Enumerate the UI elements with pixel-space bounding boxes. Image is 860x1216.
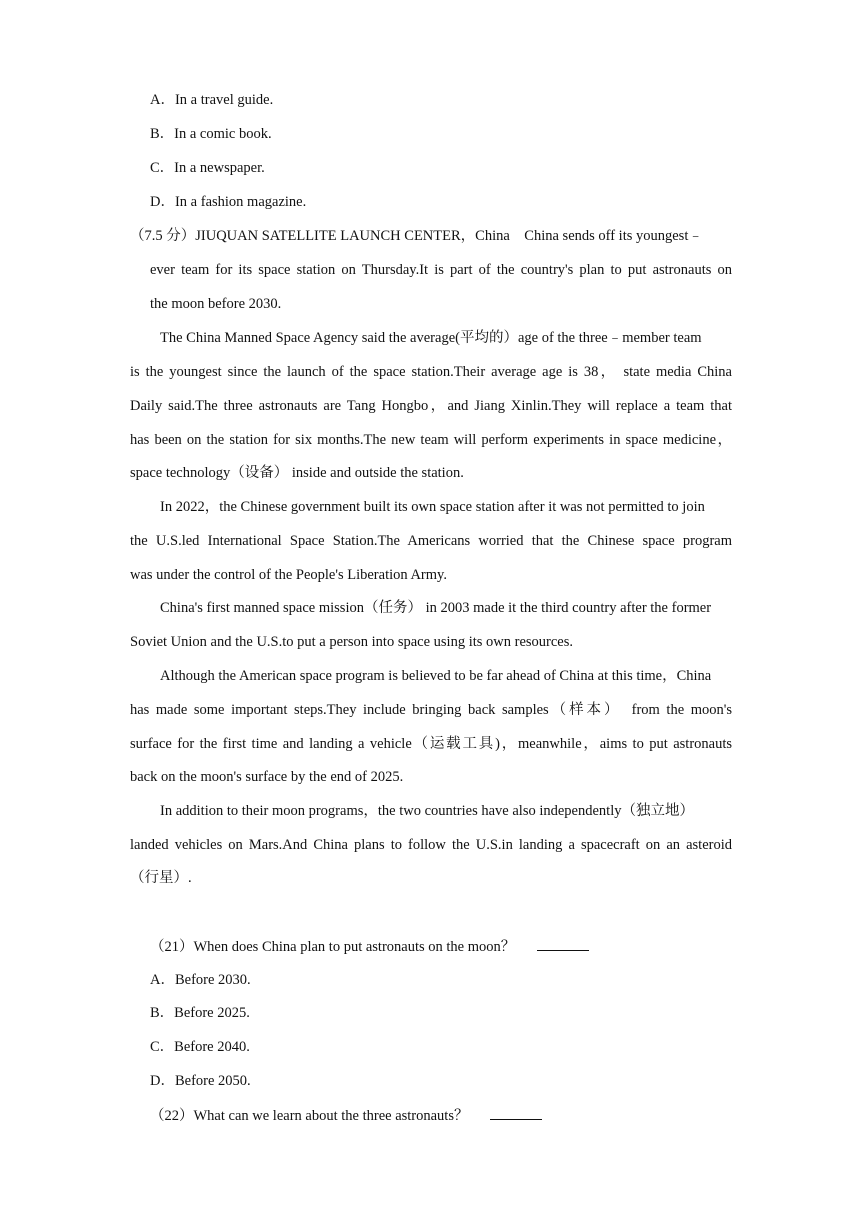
paragraph-line: Although the American space program is believed to be far ahead of China at this time，China [160, 668, 712, 684]
paragraph-line: In 2022，the Chinese government built its own space station after it was not permitted to join [160, 499, 705, 515]
answer-blank[interactable] [490, 1105, 542, 1120]
paragraph-line: space technology（设备） inside and outside the station. [130, 465, 464, 481]
option-b: B．In a comic book. [150, 126, 272, 142]
paragraph-line: In addition to their moon programs，the two countries have also independently（独立地） [160, 803, 694, 819]
paragraph-line: back on the moon's surface by the end of 2025. [130, 769, 404, 785]
paragraph-line: landed vehicles on Mars.And China plans to follow the U.S.in landing a spacecraft on an asteroid [130, 837, 732, 853]
q21-option-b: B．Before 2025. [150, 1005, 250, 1021]
option-c: C．In a newspaper. [150, 160, 265, 176]
question-21-text: （21）When does China plan to put astronauts on the moon？ [150, 939, 516, 955]
paragraph-line: has made some important steps.They include bringing back samples（样本） from the moon's [130, 702, 732, 718]
answer-blank[interactable] [537, 936, 589, 951]
q21-option-c: C．Before 2040. [150, 1039, 250, 1055]
paragraph-line: China's first manned space mission（任务） in 2003 made it the third country after the former [160, 600, 712, 616]
question-21 [150, 936, 589, 957]
passage-header-line: ever team for its space station on Thursday.It is part of the country's plan to put astronauts on [150, 262, 732, 278]
paragraph-line: （行星）. [130, 870, 192, 886]
paragraph-line: Soviet Union and the U.S.to put a person into space using its own resources. [130, 634, 573, 650]
paragraph-line: is the youngest since the launch of the space station.Their average age is 38， state media China [130, 364, 732, 380]
paragraph-line: the U.S.led International Space Station.The Americans worried that the Chinese space program [130, 533, 732, 549]
paragraph-line: surface for the first time and landing a vehicle（运载工具)，meanwhile，aims to put astronauts [130, 736, 732, 752]
q21-option-a: A．Before 2030. [150, 972, 251, 988]
q21-option-d: D．Before 2050. [150, 1073, 251, 1089]
paragraph-line: was under the control of the People's Liberation Army. [130, 567, 447, 583]
paragraph-line: Daily said.The three astronauts are Tang Hongbo，and Jiang Xinlin.They will replace a team that [130, 398, 732, 414]
option-a: A．In a travel guide. [150, 92, 274, 108]
passage-header-line: the moon before 2030. [150, 296, 282, 312]
option-d: D．In a fashion magazine. [150, 194, 307, 210]
passage-header-line: （7.5 分）JIUQUAN SATELLITE LAUNCH CENTER，China China sends off its youngest﹣ [130, 228, 703, 244]
paragraph-line: has been on the station for six months.The new team will perform experiments in space medicine， [130, 432, 732, 448]
paragraph-line: The China Manned Space Agency said the average(平均的）age of the three﹣member team [160, 330, 702, 346]
question-22 [150, 1105, 542, 1126]
question-22-text: （22）What can we learn about the three astronauts？ [150, 1108, 469, 1124]
